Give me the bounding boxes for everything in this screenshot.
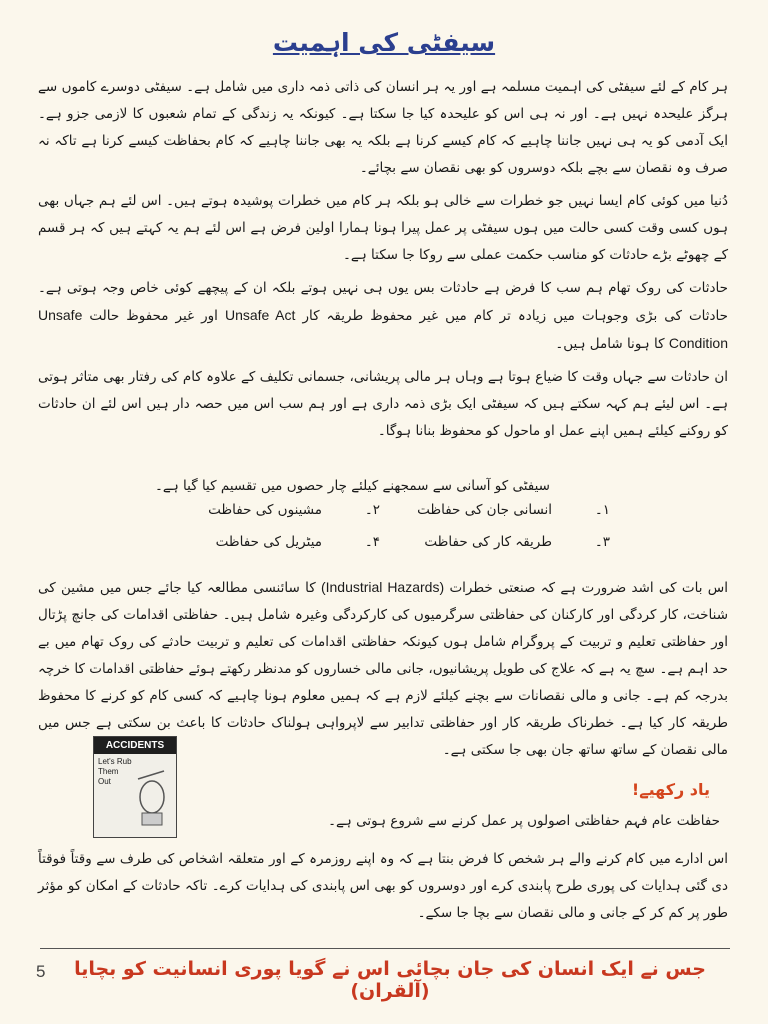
list-item: [150, 534, 380, 550]
unsafe-act-term: Unsafe Act: [224, 307, 296, 323]
list-number: ۳۔: [594, 534, 610, 550]
quran-quote: جس نے ایک انسان کی جان بچائی اس نے گویا پوری انسانیت کو بچایا (آلقران): [74, 958, 706, 1002]
list-grid: [150, 502, 610, 550]
paragraph-text: حادثات کی روک تھام ہم سب کا فرض ہے حادثات بس یوں ہی نہیں ہوتے بلکہ ان کے پیچھے کوئی خاص وجہ ہوتی ہے۔ حادثات کی بڑی وجوہات میں زیادہ تر کام میں غیر محفوظ طریقہ کار: [38, 280, 729, 324]
closing-paragraph: اس ادارے میں کام کرنے والے ہر شخص کا فرض بنتا ہے کہ وہ اپنے روزمرہ کے اور متعلقہ اشخاص کی طرف سے وقتاً فوقتاً دی گئی ہدایات کی پوری طرح پابندی کرے اور دوسروں کو بھی اس پابندی کی ہدایات کرے۔ تاکہ حادثات کے امکان کو مؤثر طور پر کم کر کے جانی و مالی نقصان سے بچا جا سکے۔: [38, 851, 728, 921]
paragraph-text: اور غیر محفوظ حالت: [89, 308, 218, 324]
footer-divider: [40, 948, 730, 949]
industrial-hazards-term: (Industrial Hazards): [320, 579, 445, 595]
paragraph-text: کا سائنسی مطالعہ کیا جائے جس میں مشین کی شناخت، کار کردگی اور کارکنان کی حفاظتی سرگرمیوں کی کارکردگی وغیرہ شامل ہیں۔ حفاظتی اقدامات کی جانچ پڑتال اور حفاظتی تعلیم و تربیت کے پروگرام شامل ہوں کیونکہ حفاظتی اقدامات کی تعلیم و تربیت حادثے کی روک تھام میں بے حد اہم ہے۔ سچ یہ ہے کہ علاج کی طویل پریشانیوں، جانی مالی خساروں کو مدنظر رکھتے ہوئے حفاظتی اقدامات کا خرچہ بدرجہ کم ہے۔ جانی و مالی نقصانات سے بچنے کیلئے لازم ہے کہ ہمیں معلوم ہونا چاہیے کہ کسی کام کو کرنے کا محفوظ طریقہ کار کیا ہے۔ خطرناک طریقہ کار اور حفاظتی تدابیر سے لاپرواہی ہولناک حادثات کا باعث بن سکتی ہے جس میں مالی نقصان کے ساتھ ساتھ جان بھی جا سکتی ہے۔: [38, 580, 728, 758]
list-text: انسانی جان کی حفاظت: [417, 502, 552, 518]
paragraph: دُنیا میں کوئی کام ایسا نہیں جو خطرات سے خالی ہو بلکہ ہر کام میں خطرات پوشیدہ ہوتے ہیں۔ اس لئے ہم جہاں بھی ہوں کسی وقت کسی حالت میں ہوں سیفٹی پر عمل پیرا ہونا ہمارا اولین فرض ہے اس لئے ہم یہ کہتے ہیں کہ ہر قسم کے چھوٹے بڑے حادثات کو مناسب حکمت عملی سے روکا جا سکتا ہے۔: [38, 193, 728, 263]
page-title: سیفٹی کی اہمیت: [272, 28, 496, 57]
list-text: طریقہ کار کی حفاظت: [424, 534, 552, 550]
paragraph: [38, 275, 728, 358]
safety-principle: حفاظت عام فہم حفاظتی اصولوں پر عمل کرنے سے شروع ہوتی ہے۔: [328, 813, 720, 829]
poster-line: Out: [98, 777, 111, 786]
poster-heading: ACCIDENTS: [94, 737, 176, 754]
paragraph-text: کا ہونا شامل ہیں۔: [555, 336, 665, 352]
paragraph: ہر کام کے لئے سیفٹی کی اہمیت مسلمہ ہے اور یہ ہر انسان کی ذاتی ذمہ داری میں شامل ہے۔ سیفٹی دوسرے کاموں سے ہرگز علیحدہ نہیں ہے۔ اور نہ ہی اس کو علیحدہ کیا جا سکتا ہے۔ کیونکہ یہ زندگی کے تمام شعبوں کا لازمی جزو ہے۔ ایک آدمی کو یہ ہی نہیں جاننا چاہیے کہ کام کیسے کرنا ہے بلکہ یہ بھی جاننا چاہیے کہ کام بحفاظت کیسے کرنا ہے تاکہ نہ صرف وہ نقصان سے بچے بلکہ دوسروں کو بھی نقصان سے بچائے۔: [38, 79, 728, 176]
poster-line: Let's Rub: [98, 757, 132, 766]
list-item: [380, 502, 610, 518]
paragraph-text: اس بات کی اشد ضرورت ہے کہ صنعتی خطرات: [449, 580, 729, 596]
paragraph: ان حادثات سے جہاں وقت کا ضیاع ہوتا ہے وہاں ہر مالی پریشانی، جسمانی تکلیف کے علاوہ کام کی رفتار بھی متاثر ہوتی ہے۔ اس لیئے ہم کہہ سکتے ہیں کہ سیفٹی ایک بڑی ذمہ داری ہے اور ہم سب اس میں حصہ دار ہیں اس لئے ان حادثات کو روکنے کیلئے ہمیں اپنے عمل او ماحول کو محفوظ بنانا ہوگا۔: [38, 369, 728, 439]
safety-categories: [150, 478, 610, 550]
list-number: ۱۔: [594, 502, 610, 518]
intro-section: [38, 74, 728, 451]
list-intro: سیفٹی کو آسانی سے سمجھنے کیلئے چار حصوں میں تقسیم کیا گیا ہے۔: [155, 478, 550, 494]
list-text: میٹریل کی حفاظت: [215, 534, 322, 550]
list-text: مشینوں کی حفاظت: [208, 502, 322, 518]
accidents-poster-image: [93, 736, 177, 838]
remember-heading: یاد رکھیے!: [631, 780, 710, 799]
page-number: 5: [36, 962, 46, 981]
unsafe-condition-term: Unsafe Condition: [38, 307, 728, 351]
poster-line: Them: [98, 767, 119, 776]
eraser-illustration-icon: [134, 767, 172, 831]
list-number: ۴۔: [364, 534, 380, 550]
list-item: [380, 534, 610, 550]
list-number: ۲۔: [364, 502, 380, 518]
list-item: [150, 502, 380, 518]
